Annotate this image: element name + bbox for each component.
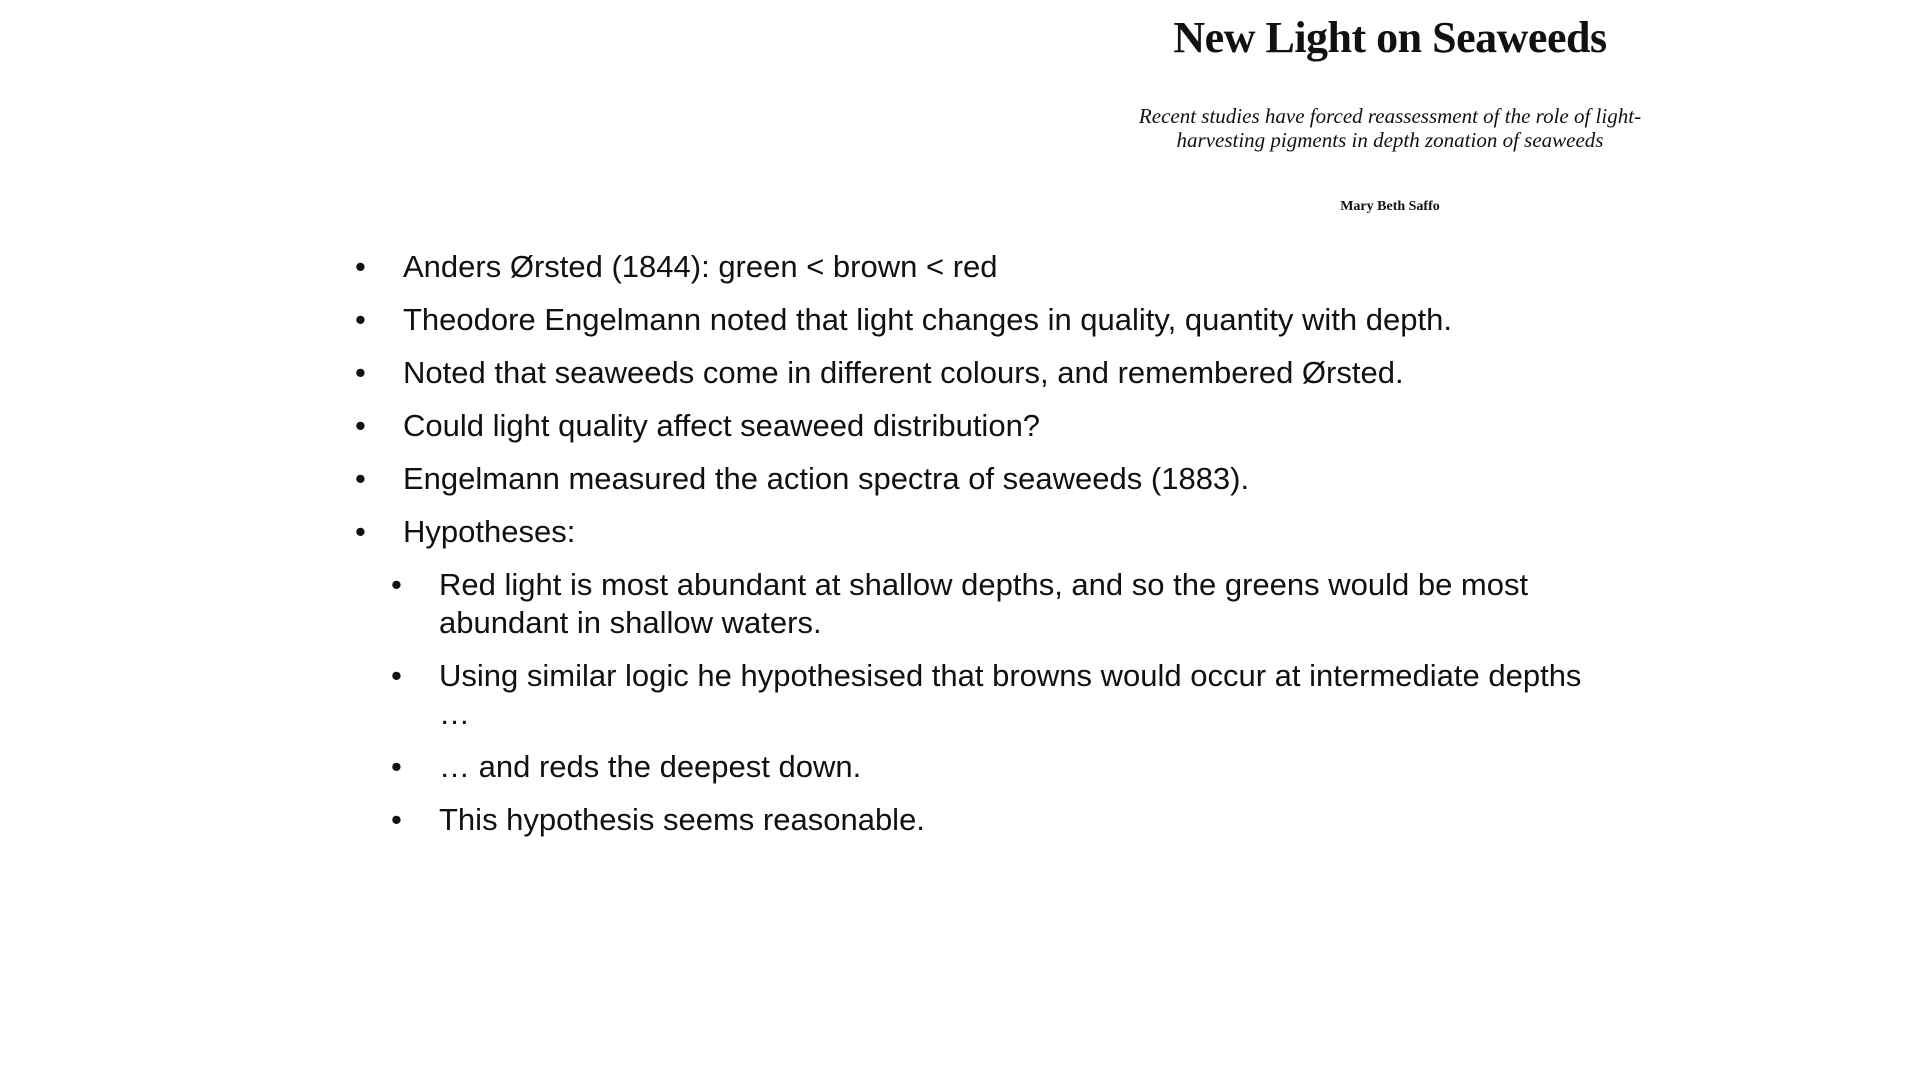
sub-bullet-item bbox=[391, 566, 1609, 642]
bullet-dot-icon: • bbox=[391, 567, 402, 602]
bullet-dot-icon: • bbox=[355, 355, 366, 390]
bullet-item bbox=[355, 354, 1615, 392]
sub-bullet-item bbox=[391, 801, 1609, 839]
sub-bullet-text: This hypothesis seems reasonable. bbox=[439, 802, 925, 837]
bullet-text: Anders Ørsted (1844): green < brown < red bbox=[403, 249, 998, 284]
bullet-list bbox=[355, 248, 1615, 854]
article-author: Mary Beth Saffo bbox=[1340, 199, 1440, 214]
bullet-text: Theodore Engelmann noted that light changes in quality, quantity with depth. bbox=[403, 302, 1452, 337]
bullet-dot-icon: • bbox=[355, 514, 366, 549]
bullet-dot-icon: • bbox=[355, 302, 366, 337]
bullet-item bbox=[355, 248, 1615, 286]
sub-bullet-item bbox=[391, 748, 1609, 786]
article-header bbox=[1090, 10, 1690, 216]
bullet-text: Hypotheses: bbox=[403, 514, 576, 549]
sub-bullet-text: Red light is most abundant at shallow depths, and so the greens would be most abundant in shallow waters. bbox=[439, 567, 1529, 640]
bullet-text: Engelmann measured the action spectra of seaweeds (1883). bbox=[403, 461, 1250, 496]
article-subtitle: Recent studies have forced reassessment of the role of light-harvesting pigments in depth zonation of seaweeds bbox=[1138, 104, 1642, 152]
bullet-dot-icon: • bbox=[355, 249, 366, 284]
bullet-dot-icon: • bbox=[391, 749, 402, 784]
bullet-item bbox=[355, 460, 1615, 498]
sub-bullet-text: Using similar logic he hypothesised that browns would occur at intermediate depths … bbox=[439, 658, 1582, 731]
bullet-dot-icon: • bbox=[391, 658, 402, 693]
bullet-item bbox=[355, 407, 1615, 445]
bullet-dot-icon: • bbox=[355, 461, 366, 496]
bullet-text: Noted that seaweeds come in different colours, and remembered Ørsted. bbox=[403, 355, 1404, 390]
bullet-item bbox=[355, 301, 1615, 339]
sub-bullet-text: … and reds the deepest down. bbox=[439, 749, 862, 784]
bullet-item bbox=[355, 513, 1615, 551]
article-title: New Light on Seaweeds bbox=[1173, 13, 1607, 62]
bullet-dot-icon: • bbox=[391, 802, 402, 837]
bullet-dot-icon: • bbox=[355, 408, 366, 443]
sub-bullet-item bbox=[391, 657, 1609, 733]
bullet-text: Could light quality affect seaweed distribution? bbox=[403, 408, 1041, 443]
